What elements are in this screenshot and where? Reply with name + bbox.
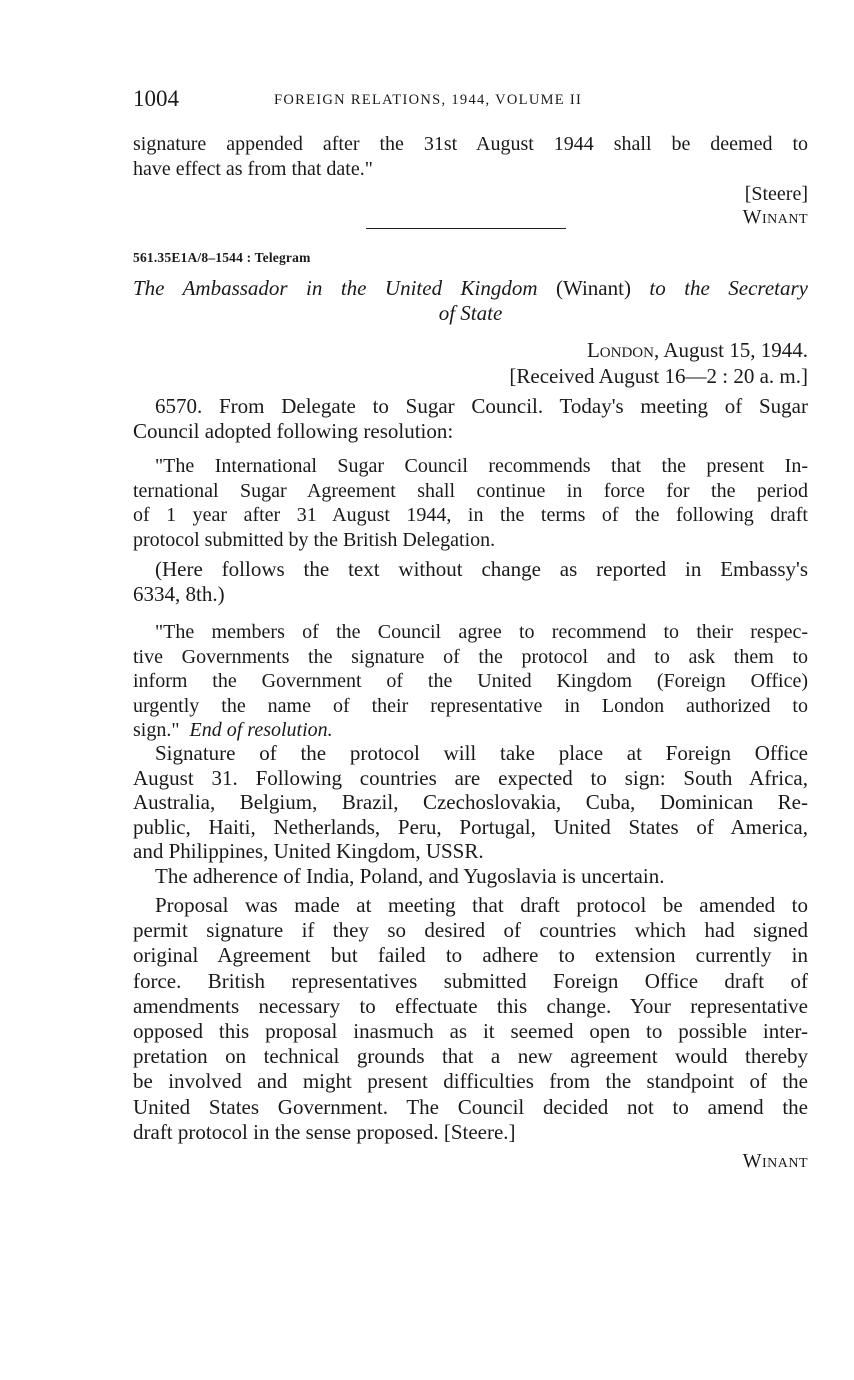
- text-line: Signature of the protocol will take place at Foreign Office: [155, 741, 808, 765]
- text-line: Australia, Belgium, Brazil, Czechoslovakia, Cuba, Dominican Re-: [133, 790, 808, 815]
- text-line: have effect as from that date.": [133, 157, 373, 180]
- bracket-note: [Steere]: [744, 183, 808, 205]
- running-head: FOREIGN RELATIONS, 1944, VOLUME II: [274, 92, 583, 108]
- text-line: permit signature if they so desired of countries which had signed: [133, 918, 808, 943]
- page-header: [133, 86, 808, 116]
- text-line: be involved and might present difficulties from the standpoint of the: [133, 1069, 808, 1094]
- paragraph: [133, 741, 808, 889]
- place: London: [586, 338, 654, 362]
- text-line: opposed this proposal inasmuch as it seemed open to possible inter-: [133, 1019, 808, 1044]
- received-note: [Received August 16—2 : 20 a. m.]: [509, 364, 808, 388]
- resolution-quote: [133, 620, 808, 743]
- title-name: (Winant): [555, 276, 631, 300]
- text-line: inform the Government of the United Kingdom (Foreign Office): [133, 670, 808, 692]
- text-line: draft protocol in the sense proposed. [Steere.]: [133, 1119, 516, 1144]
- text-line: and Philippines, United Kingdom, USSR.: [133, 839, 484, 864]
- document-reference: 561.35E1A/8–1544 : Telegram: [133, 250, 311, 265]
- text-line: original Agreement but failed to adhere to extension currently in: [133, 943, 808, 968]
- text-line: "The members of the Council agree to recommend to their respec-: [155, 621, 808, 643]
- text-line: pretation on technical grounds that a new agreement would thereby: [133, 1044, 808, 1069]
- document-title: [133, 276, 808, 326]
- text-line: Proposal was made at meeting that draft protocol be amended to: [155, 893, 808, 917]
- text-line: Council adopted following resolution:: [133, 419, 454, 443]
- resolution-quote: [133, 454, 808, 552]
- signature: Winant: [742, 1150, 808, 1173]
- text-line: 6334, 8th.): [133, 582, 225, 606]
- text-line: United States Government. The Council decided not to amend the: [133, 1094, 808, 1119]
- dateline: [133, 337, 808, 389]
- text-line: amendments necessary to effectuate this change. Your representative: [133, 993, 808, 1018]
- text-line: tive Governments the signature of the protocol and to ask them to: [133, 645, 808, 668]
- title-part: to the Secretary: [649, 276, 808, 300]
- text-line: public, Haiti, Netherlands, Peru, Portugal, United States of America,: [133, 814, 808, 839]
- text-line: 6570. From Delegate to Sugar Council. Today's meeting of Sugar: [155, 394, 808, 418]
- date: , August 15, 1944.: [653, 338, 808, 362]
- text-line: ternational Sugar Agreement shall continue in force for the period: [133, 479, 808, 502]
- resolution-end: End of resolution.: [189, 719, 333, 741]
- continuation-text: [133, 132, 808, 229]
- text-line: urgently the name of their representative in London authorized to: [133, 694, 808, 717]
- paragraph: [133, 557, 808, 607]
- text-line: (Here follows the text without change as reported in Embassy's: [155, 557, 808, 581]
- section-divider: [366, 228, 566, 229]
- title-line: of State: [438, 301, 503, 325]
- text-line: of 1 year after 31 August 1944, in the terms of the following draft: [133, 504, 808, 526]
- text-line: "The International Sugar Council recommends that the present In-: [155, 455, 808, 477]
- text-line: sign.": [133, 719, 180, 741]
- paragraph: [133, 394, 808, 444]
- paragraph: [133, 893, 808, 1174]
- text-line: The adherence of India, Poland, and Yugoslavia is uncertain.: [155, 863, 665, 888]
- text-line: force. British representatives submitted Foreign Office draft of: [133, 968, 808, 993]
- text-line: protocol submitted by the British Delegation.: [133, 528, 496, 551]
- title-part: The Ambassador in the United Kingdom: [133, 276, 538, 300]
- text-line: signature appended after the 31st August 1944 shall be deemed to: [133, 133, 808, 155]
- text-line: August 31. Following countries are expected to sign: South Africa,: [133, 765, 808, 790]
- page-number: 1004: [133, 86, 179, 111]
- signature: Winant: [742, 206, 808, 228]
